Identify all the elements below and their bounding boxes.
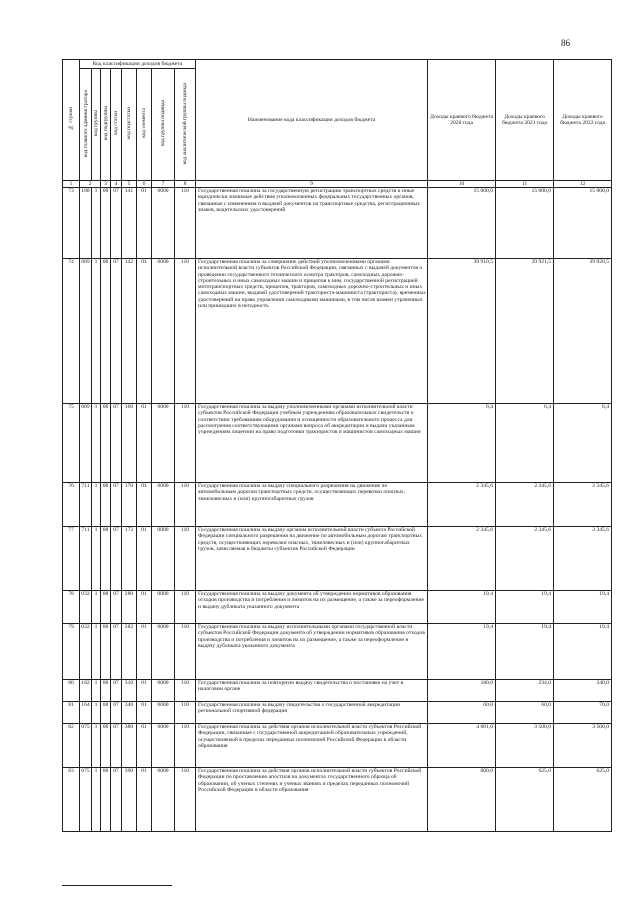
- code-admin: 069: [80, 404, 92, 483]
- code-subtype: 0000: [152, 768, 175, 832]
- value-2022: 39 920,5: [554, 259, 612, 404]
- code-subgroup: 08: [101, 404, 111, 483]
- code-analytic: 110: [175, 724, 196, 768]
- code-element: 01: [137, 702, 152, 724]
- code-analytic: 110: [175, 404, 196, 483]
- code-subarticle: 390: [122, 768, 137, 832]
- col-number: 10: [428, 181, 496, 188]
- code-article: 07: [111, 527, 122, 591]
- code-admin: 032: [80, 624, 92, 680]
- code-group: 1: [92, 768, 101, 832]
- code-article: 07: [111, 702, 122, 724]
- col-number: 6: [137, 181, 152, 188]
- code-article: 07: [111, 404, 122, 483]
- value-2021: 39 921,5: [496, 259, 554, 404]
- code-subgroup: 08: [101, 527, 111, 591]
- header-sub-subgroup: код подгруппы: [101, 69, 111, 181]
- code-analytic: 110: [175, 259, 196, 404]
- code-subarticle: 141: [122, 188, 137, 259]
- code-analytic: 110: [175, 527, 196, 591]
- code-article: 07: [111, 483, 122, 527]
- code-admin: 075: [80, 724, 92, 768]
- header-2020: Доходы краевого бюджета 2020 года: [428, 60, 496, 181]
- table-row: [63, 259, 612, 404]
- value-2021: 19,4: [496, 624, 554, 680]
- col-number: 9: [196, 181, 428, 188]
- value-2021: 60,0: [496, 702, 554, 724]
- code-article: 07: [111, 259, 122, 404]
- value-2020: 2 345,6: [428, 483, 496, 527]
- revenue-name: Государственная пошлина за выдачу документа об утверждении нормативов образования отходов производства и потребления и лимитов на их размещение, а также за переоформление и выдачу дубликата указанного документа: [196, 591, 428, 624]
- value-2022: 2 345,6: [554, 483, 612, 527]
- value-2022: 2 345,6: [554, 527, 612, 591]
- value-2021: 625,0: [496, 768, 554, 832]
- col-number: 12: [554, 181, 612, 188]
- code-subtype: 0000: [152, 259, 175, 404]
- code-element: 01: [137, 724, 152, 768]
- value-2022: 70,0: [554, 702, 612, 724]
- header-code-group: Код классификации доходов бюджета: [80, 60, 196, 69]
- value-2020: 4 001,0: [428, 724, 496, 768]
- code-subgroup: 08: [101, 624, 111, 680]
- header-sub-subarticle: код подстатьи: [122, 69, 137, 181]
- code-element: 01: [137, 624, 152, 680]
- code-subarticle: 160: [122, 404, 137, 483]
- code-subgroup: 08: [101, 768, 111, 832]
- value-2021: 234,0: [496, 680, 554, 702]
- row-number: 81: [63, 702, 80, 724]
- code-analytic: 110: [175, 702, 196, 724]
- code-subtype: 0000: [152, 702, 175, 724]
- code-admin: 711: [80, 527, 92, 591]
- table-row: [63, 188, 612, 259]
- revenue-name: Государственная пошлина за выдачу уполномоченными органами исполнительной власти субъектов Российской Федерации учебным учреждениям образовательных свидетельств о соответствии требованиям оборудования и оснащенности образовательного процесса для рассмотрения соответствующими органами вопроса об аккредитации и выдачи указанным учреждениям лицензии на право подготовки трактористов и машинистов самоходных машин: [196, 404, 428, 483]
- code-subarticle: 280: [122, 591, 137, 624]
- code-article: 07: [111, 680, 122, 702]
- code-analytic: 110: [175, 768, 196, 832]
- row-number: 79: [63, 624, 80, 680]
- code-group: 1: [92, 527, 101, 591]
- value-2021: 6,4: [496, 404, 554, 483]
- value-2020: 180,0: [428, 680, 496, 702]
- header-sub-group: код группы: [92, 69, 101, 181]
- code-subtype: 0000: [152, 188, 175, 259]
- header-name: Наименование кода классификации доходов бюджета: [196, 60, 428, 181]
- revenue-name: Государственная пошлина за действия органов исполнительной власти субъектов Российской Федерации, связанные с государственной аккредитацией образовательных учреждений, осуществляемой в пределах переданных полномочий Российской Федерации в области образования: [196, 724, 428, 768]
- code-analytic: 110: [175, 591, 196, 624]
- code-analytic: 110: [175, 483, 196, 527]
- col-number: 5: [122, 181, 137, 188]
- code-analytic: 110: [175, 624, 196, 680]
- code-article: 07: [111, 188, 122, 259]
- code-group: 1: [92, 680, 101, 702]
- code-article: 07: [111, 724, 122, 768]
- code-admin: 188: [80, 188, 92, 259]
- code-subtype: 0000: [152, 624, 175, 680]
- code-subgroup: 08: [101, 702, 111, 724]
- row-number: 73: [63, 188, 80, 259]
- value-2020: 6,4: [428, 404, 496, 483]
- code-subgroup: 08: [101, 188, 111, 259]
- header-row-no: № строки: [63, 60, 80, 181]
- code-subarticle: 380: [122, 724, 137, 768]
- code-element: 01: [137, 188, 152, 259]
- header-sub-element: код элемента: [137, 69, 152, 181]
- code-admin: 032: [80, 591, 92, 624]
- value-2020: 39 910,5: [428, 259, 496, 404]
- code-article: 07: [111, 591, 122, 624]
- code-element: 01: [137, 768, 152, 832]
- value-2021: 2 345,6: [496, 527, 554, 591]
- col-number: 7: [152, 181, 175, 188]
- value-2020: 19,4: [428, 624, 496, 680]
- header-2021: Доходы краевого бюджета 2021 года: [496, 60, 554, 181]
- table-row: [63, 724, 612, 768]
- value-2022: 625,0: [554, 768, 612, 832]
- code-subtype: 0000: [152, 404, 175, 483]
- revenue-table: [62, 59, 612, 832]
- col-number: 8: [175, 181, 196, 188]
- code-article: 07: [111, 624, 122, 680]
- code-group: 1: [92, 483, 101, 527]
- footer-divider: [62, 885, 172, 886]
- code-element: 01: [137, 527, 152, 591]
- value-2020: 600,0: [428, 768, 496, 832]
- header-sub-analytic: код аналитической группы подвида: [175, 69, 196, 181]
- col-number: 3: [101, 181, 111, 188]
- col-number: 1: [63, 181, 80, 188]
- table-row: [63, 702, 612, 724]
- code-subarticle: 172: [122, 527, 137, 591]
- code-subtype: 0000: [152, 527, 175, 591]
- code-subgroup: 08: [101, 483, 111, 527]
- value-2022: 19,4: [554, 624, 612, 680]
- col-number: 2: [80, 181, 101, 188]
- code-admin: 711: [80, 483, 92, 527]
- table-row: [63, 680, 612, 702]
- row-number: 74: [63, 259, 80, 404]
- value-2020: 2 345,6: [428, 527, 496, 591]
- code-element: 01: [137, 680, 152, 702]
- revenue-name: Государственная пошлина за выдачу органом исполнительной власти субъекта Российской Федерации специального разрешения на движение по автомобильным дорогам транспортных средств, осуществляющих перевозки опасных, тяжеловесных и (или) крупногабаритных грузов, зачисляемая в бюджеты субъектов Российской Федерации: [196, 527, 428, 591]
- header-sub-admin: код главного администратора: [80, 69, 92, 181]
- revenue-name: Государственная пошлина за выдачу исполнительными органами государственной власти субъектов Российской Федерации документа об утверждении нормативов образования отходов производства и потребления и лимитов на их размещение, а также за переоформление и выдачу дубликата указанного документа: [196, 624, 428, 680]
- row-number: 80: [63, 680, 80, 702]
- table-row: [63, 624, 612, 680]
- code-subarticle: 340: [122, 702, 137, 724]
- revenue-name: Государственная пошлина за государственную регистрацию транспортных средств и иные юридически значимые действия уполномоченных федеральных государственных органов, связанные с изменением и выдачей документов на транспортные средства, регистрационных знаков, водительских удостоверений: [196, 188, 428, 259]
- code-admin: 164: [80, 702, 92, 724]
- header-sub-subtype: код группы подвида: [152, 69, 175, 181]
- code-group: 1: [92, 404, 101, 483]
- code-subtype: 0000: [152, 724, 175, 768]
- code-subgroup: 08: [101, 724, 111, 768]
- value-2020: 15 000,0: [428, 188, 496, 259]
- table-row: [63, 527, 612, 591]
- code-subtype: 0000: [152, 483, 175, 527]
- code-element: 01: [137, 483, 152, 527]
- revenue-name: Государственная пошлина за повторную выдачу свидетельства о постановке на учет в налоговом органе: [196, 680, 428, 702]
- col-number: 4: [111, 181, 122, 188]
- value-2020: 60,0: [428, 702, 496, 724]
- table-row: [63, 483, 612, 527]
- revenue-name: Государственная пошлина за выдачу специального разрешения на движение по автомобильным дорогам транспортных средств, осуществляющих перевозки опасных, тяжеловесных и (или) крупногабаритных грузов: [196, 483, 428, 527]
- table-row: [63, 591, 612, 624]
- row-number: 76: [63, 483, 80, 527]
- value-2021: 15 000,0: [496, 188, 554, 259]
- code-group: 1: [92, 724, 101, 768]
- code-analytic: 110: [175, 188, 196, 259]
- value-2022: 240,0: [554, 680, 612, 702]
- value-2022: 6,4: [554, 404, 612, 483]
- header-sub-article: код статьи: [111, 69, 122, 181]
- code-subarticle: 142: [122, 259, 137, 404]
- code-subarticle: 310: [122, 680, 137, 702]
- code-subgroup: 08: [101, 680, 111, 702]
- code-subgroup: 08: [101, 259, 111, 404]
- code-subtype: 0000: [152, 680, 175, 702]
- table-row: [63, 768, 612, 832]
- revenue-name: Государственная пошлина за действия органов исполнительной власти субъектов Российской Федерации по проставлению апостиля на документах государственного образца об образовании, об ученых степенях и ученых званиях в пределах переданных полномочий Российской Федерации в области образования: [196, 768, 428, 832]
- header-2022: Доходы краевого бюджета 2022 года: [554, 60, 612, 181]
- row-number: 77: [63, 527, 80, 591]
- value-2022: 3 500,0: [554, 724, 612, 768]
- row-number: 75: [63, 404, 80, 483]
- value-2022: 15 000,0: [554, 188, 612, 259]
- code-subtype: 0000: [152, 591, 175, 624]
- code-article: 07: [111, 768, 122, 832]
- code-element: 01: [137, 404, 152, 483]
- code-element: 01: [137, 591, 152, 624]
- value-2021: 3 500,0: [496, 724, 554, 768]
- value-2021: 19,4: [496, 591, 554, 624]
- value-2021: 2 345,6: [496, 483, 554, 527]
- code-subgroup: 08: [101, 591, 111, 624]
- code-subarticle: 170: [122, 483, 137, 527]
- table-row: [63, 404, 612, 483]
- revenue-name: Государственная пошлина за совершение действий уполномоченными органами исполнительной власти субъектов Российской Федерации, связанных с выдачей документов о проведении государственного технического осмотра тракторов, самоходных дорожно-строительных и иных самоходных машин и прицепов к ним, государственной регистрацией мототранспортных средств, прицепов, тракторов, самоходных дорожно-строительных и иных самоходных машин, выдачей удостоверений тракториста-машиниста (тракториста), временных удостоверений на право управления самоходными машинами, в том числе взамен утраченных или пришедших в негодность: [196, 259, 428, 404]
- row-number: 83: [63, 768, 80, 832]
- value-2022: 19,4: [554, 591, 612, 624]
- code-group: 1: [92, 591, 101, 624]
- revenue-name: Государственная пошлина за выдачу свидетельства о государственной аккредитации региональной спортивной федерации: [196, 702, 428, 724]
- row-number: 78: [63, 591, 80, 624]
- code-group: 1: [92, 188, 101, 259]
- code-admin: 075: [80, 768, 92, 832]
- column-number-row: [63, 181, 612, 188]
- code-admin: 182: [80, 680, 92, 702]
- code-subarticle: 282: [122, 624, 137, 680]
- code-group: 1: [92, 624, 101, 680]
- page-number: 86: [561, 38, 570, 48]
- code-admin: 069: [80, 259, 92, 404]
- code-element: 01: [137, 259, 152, 404]
- code-group: 1: [92, 259, 101, 404]
- row-number: 82: [63, 724, 80, 768]
- col-number: 11: [496, 181, 554, 188]
- code-analytic: 110: [175, 680, 196, 702]
- code-group: 1: [92, 702, 101, 724]
- value-2020: 19,4: [428, 591, 496, 624]
